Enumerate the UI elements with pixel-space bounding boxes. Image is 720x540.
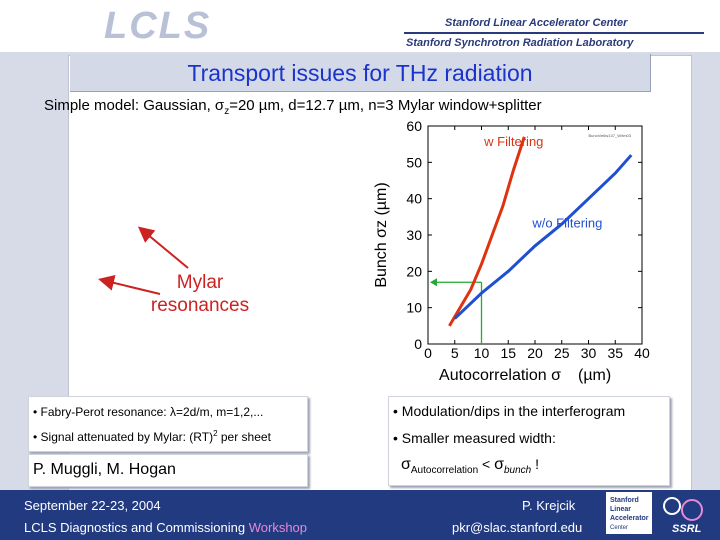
footer-event-name: LCLS Diagnostics and Commissioning	[24, 520, 249, 535]
mylar-label-line1: Mylar	[176, 272, 224, 293]
autocorr-subscript: Autocorrelation	[410, 464, 479, 476]
attenuation-exponent: 2	[213, 429, 218, 438]
y-tick-label: 40	[406, 190, 422, 207]
bullet-dot: •	[393, 403, 402, 419]
lcls-logo: LCLS	[104, 5, 212, 47]
slac-logo-line3: Accelerator	[610, 515, 649, 522]
y-tick-label: 60	[406, 118, 422, 134]
footer-event	[24, 520, 307, 535]
ssrl-lab-name: Stanford Synchrotron Radiation Laboratory	[406, 37, 634, 49]
authors-names: P. Muggli, M. Hogan	[33, 461, 176, 478]
sigma-symbol: σ	[214, 97, 225, 114]
mylar-resonance-label	[120, 271, 280, 317]
fabry-text: Fabry-Perot resonance:	[40, 405, 170, 419]
x-tick-label: 25	[553, 345, 570, 361]
slac-logo-line4: Center	[610, 525, 629, 531]
x-tick-label: 10	[473, 345, 490, 361]
sigma-subscript: z	[224, 106, 230, 117]
chart-small-annotation: Bunch/e6w137_W/tm03	[588, 132, 631, 138]
bullet-smaller-width	[393, 430, 556, 446]
bullet-attenuation	[33, 429, 271, 444]
lambda-symbol: λ	[169, 405, 176, 419]
x-axis-label: Autocorrelation σ	[439, 367, 561, 384]
bullet-modulation	[393, 403, 625, 419]
title-box	[70, 54, 651, 92]
y-tick-label: 0	[414, 336, 422, 352]
x-tick-label: 5	[450, 345, 459, 361]
x-tick-label: 15	[500, 345, 517, 361]
bunch-length-chart	[360, 118, 660, 393]
mylar-label-line2: resonances	[150, 295, 250, 316]
subtitle-text: Simple model: Gaussian,	[44, 97, 215, 114]
bullet-box-left	[28, 396, 308, 452]
slac-logo-line2: Linear	[610, 506, 632, 513]
footer-date: September 22-23, 2004	[24, 498, 161, 513]
y-tick-label: 20	[406, 263, 422, 280]
x-tick-label: 35	[607, 345, 624, 361]
slide-subtitle	[44, 97, 542, 117]
ssrl-ring-2	[682, 500, 702, 520]
x-axis-unit: (µm)	[578, 367, 612, 384]
slac-ssrl-logo	[606, 492, 714, 536]
plot-frame	[428, 126, 642, 344]
header-divider	[404, 32, 704, 34]
footer-event-workshop: Workshop	[248, 520, 308, 535]
y-tick-label: 50	[406, 154, 422, 171]
less-than: <	[478, 456, 495, 472]
smaller-width-text: Smaller measured width:	[401, 430, 556, 446]
y-tick-label: 30	[406, 227, 422, 243]
y-tick-label: 10	[406, 299, 422, 316]
slac-lab-name: Stanford Linear Accelerator Center	[445, 17, 628, 29]
label-with-filtering: w Filtering	[484, 133, 544, 149]
subtitle-params: =20 µm, d=12.7 µm, n=3 Mylar window+splitter	[229, 97, 542, 114]
y-axis-label: Bunch σz (µm)	[373, 182, 390, 288]
x-tick-label: 30	[580, 345, 597, 361]
bunch-subscript: bunch	[503, 464, 532, 476]
bullet-dot: •	[393, 430, 402, 446]
sigma-bunch: σ	[494, 456, 504, 473]
ssrl-ring-1	[664, 498, 680, 514]
bullet-dot: •	[33, 405, 41, 419]
fabry-formula: =2d/m, m=1,2,...	[175, 405, 264, 419]
bullet-fabry-perot	[33, 405, 263, 419]
names-box	[28, 454, 308, 487]
attenuation-text: Signal attenuated by Mylar: (RT)	[40, 430, 214, 444]
modulation-text: Modulation/dips in the interferogram	[401, 403, 626, 419]
label-without-filtering: w/o Filtering	[532, 215, 603, 231]
width-inequality	[401, 456, 539, 476]
ssrl-text: SSRL	[672, 523, 702, 535]
sigma-autocorr: σ	[401, 456, 411, 473]
slac-logo-line1: Stanford	[610, 497, 639, 504]
attenuation-suffix: per sheet	[217, 430, 271, 444]
footer-author: P. Krejcik	[522, 498, 576, 513]
x-tick-label: 40	[634, 345, 650, 361]
slide-title: Transport issues for THz radiation	[187, 60, 533, 86]
slide-header	[0, 0, 720, 52]
x-tick-label: 0	[424, 345, 432, 361]
exclamation: !	[531, 456, 540, 472]
x-tick-label: 20	[527, 345, 543, 361]
footer-email[interactable]: pkr@slac.stanford.edu	[452, 520, 583, 535]
bullet-dot: •	[33, 430, 41, 444]
